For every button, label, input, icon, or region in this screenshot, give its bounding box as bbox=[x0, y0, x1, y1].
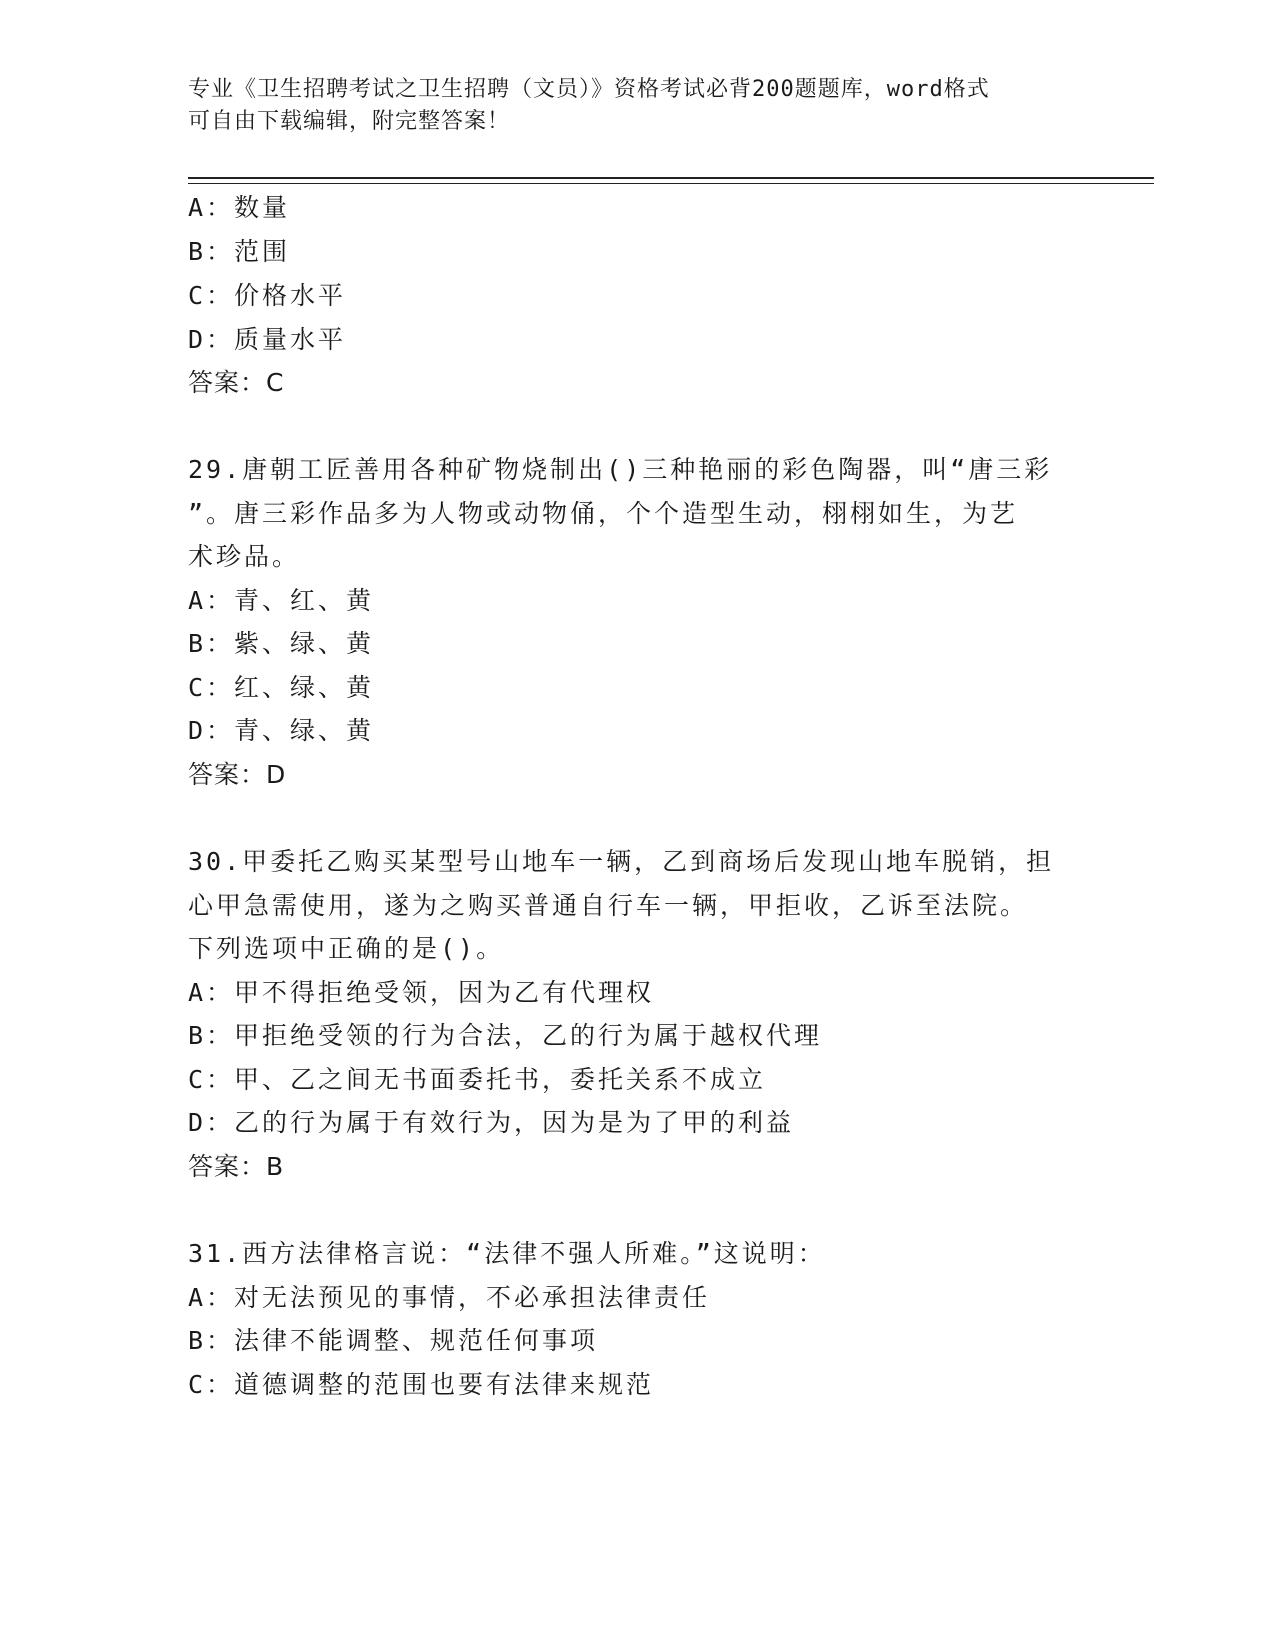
q30-option-c: C：甲、乙之间无书面委托书，委托关系不成立 bbox=[188, 1065, 767, 1094]
header-rule-thick bbox=[188, 177, 1154, 179]
q30-text-line-1: 30.甲委托乙购买某型号山地车一辆，乙到商场后发现山地车脱销，担 bbox=[188, 847, 1055, 876]
q28-answer: 答案：C bbox=[188, 368, 285, 397]
q30-option-a: A：甲不得拒绝受领，因为乙有代理权 bbox=[188, 978, 655, 1007]
page-header bbox=[188, 74, 1088, 138]
q30-text-line-3: 下列选项中正确的是()。 bbox=[188, 934, 505, 963]
q30-answer: 答案：B bbox=[188, 1152, 285, 1181]
q29-option-d: D：青、绿、黄 bbox=[188, 716, 375, 745]
header-line-2: 可自由下载编辑，附完整答案！ bbox=[188, 109, 511, 134]
q29-answer: 答案：D bbox=[188, 760, 287, 789]
header-line-1: 专业《卫生招聘考试之卫生招聘（文员）》资格考试必背200题题库，word格式 bbox=[188, 77, 990, 102]
q31-option-b: B：法律不能调整、规范任何事项 bbox=[188, 1326, 599, 1355]
q28-option-d: D：质量水平 bbox=[188, 325, 347, 354]
q31-text-line-1: 31.西方法律格言说：“法律不强人所难。”这说明： bbox=[188, 1239, 826, 1268]
q28-option-c: C：价格水平 bbox=[188, 281, 347, 310]
q28-option-b: B：范围 bbox=[188, 237, 291, 266]
header-rule-thin bbox=[188, 183, 1154, 184]
q31-option-a: A：对无法预见的事情，不必承担法律责任 bbox=[188, 1283, 711, 1312]
q29-text-line-3: 术珍品。 bbox=[188, 542, 301, 571]
q30-text-line-2: 心甲急需使用，遂为之购买普通自行车一辆，甲拒收，乙诉至法院。 bbox=[188, 891, 1029, 920]
q31-option-c: C：道德调整的范围也要有法律来规范 bbox=[188, 1370, 655, 1399]
q30-option-d: D：乙的行为属于有效行为，因为是为了甲的利益 bbox=[188, 1108, 795, 1137]
q29-text-line-2: ”。唐三彩作品多为人物或动物俑，个个造型生动，栩栩如生，为艺 bbox=[188, 499, 1019, 528]
q30-option-b: B：甲拒绝受领的行为合法，乙的行为属于越权代理 bbox=[188, 1021, 823, 1050]
q29-text-line-1: 29.唐朝工匠善用各种矿物烧制出()三种艳丽的彩色陶器，叫“唐三彩 bbox=[188, 455, 1053, 484]
q28-option-a: A：数量 bbox=[188, 193, 291, 222]
q29-option-c: C：红、绿、黄 bbox=[188, 673, 375, 702]
q29-option-a: A：青、红、黄 bbox=[188, 586, 375, 615]
q29-option-b: B：紫、绿、黄 bbox=[188, 629, 375, 658]
